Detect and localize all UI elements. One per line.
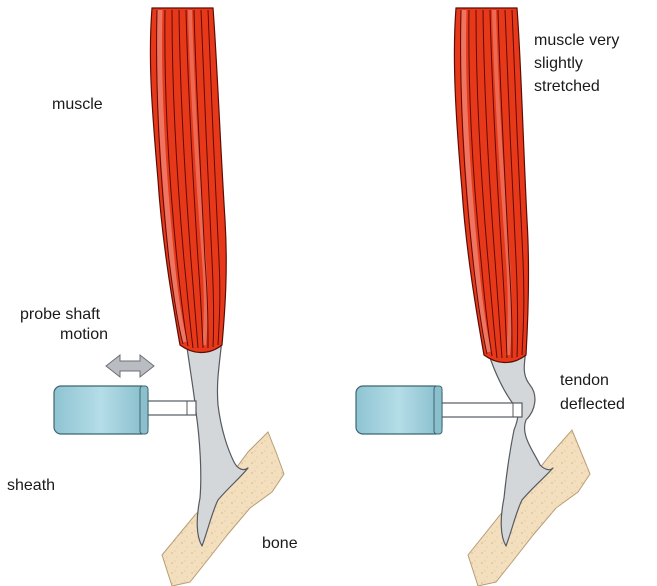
label-muscle-stretched-line1: muscle very xyxy=(534,32,620,49)
probe-right xyxy=(356,386,522,434)
label-muscle-stretched-line2: slightly xyxy=(534,55,583,72)
label-bone: bone xyxy=(262,535,298,552)
sheath-left xyxy=(54,386,148,434)
label-tendon-line1: tendon xyxy=(560,372,609,389)
label-probe-shaft-line2: motion xyxy=(60,326,109,343)
label-muscle: muscle xyxy=(52,96,103,113)
probe-left xyxy=(54,386,196,434)
label-muscle-stretched-line3: stretched xyxy=(534,78,600,95)
left-panel xyxy=(7,8,298,586)
right-panel xyxy=(356,8,625,586)
probe-shaft-left xyxy=(146,401,196,415)
muscle-right xyxy=(454,8,528,363)
sheath-right xyxy=(356,386,442,434)
probe-shaft-right xyxy=(440,403,522,417)
label-tendon-line2: deflected xyxy=(560,396,625,413)
double-arrow-icon xyxy=(106,355,154,377)
label-probe-shaft-line1: probe shaft xyxy=(20,306,101,323)
label-sheath: sheath xyxy=(7,477,56,494)
muscle-left xyxy=(150,8,226,353)
